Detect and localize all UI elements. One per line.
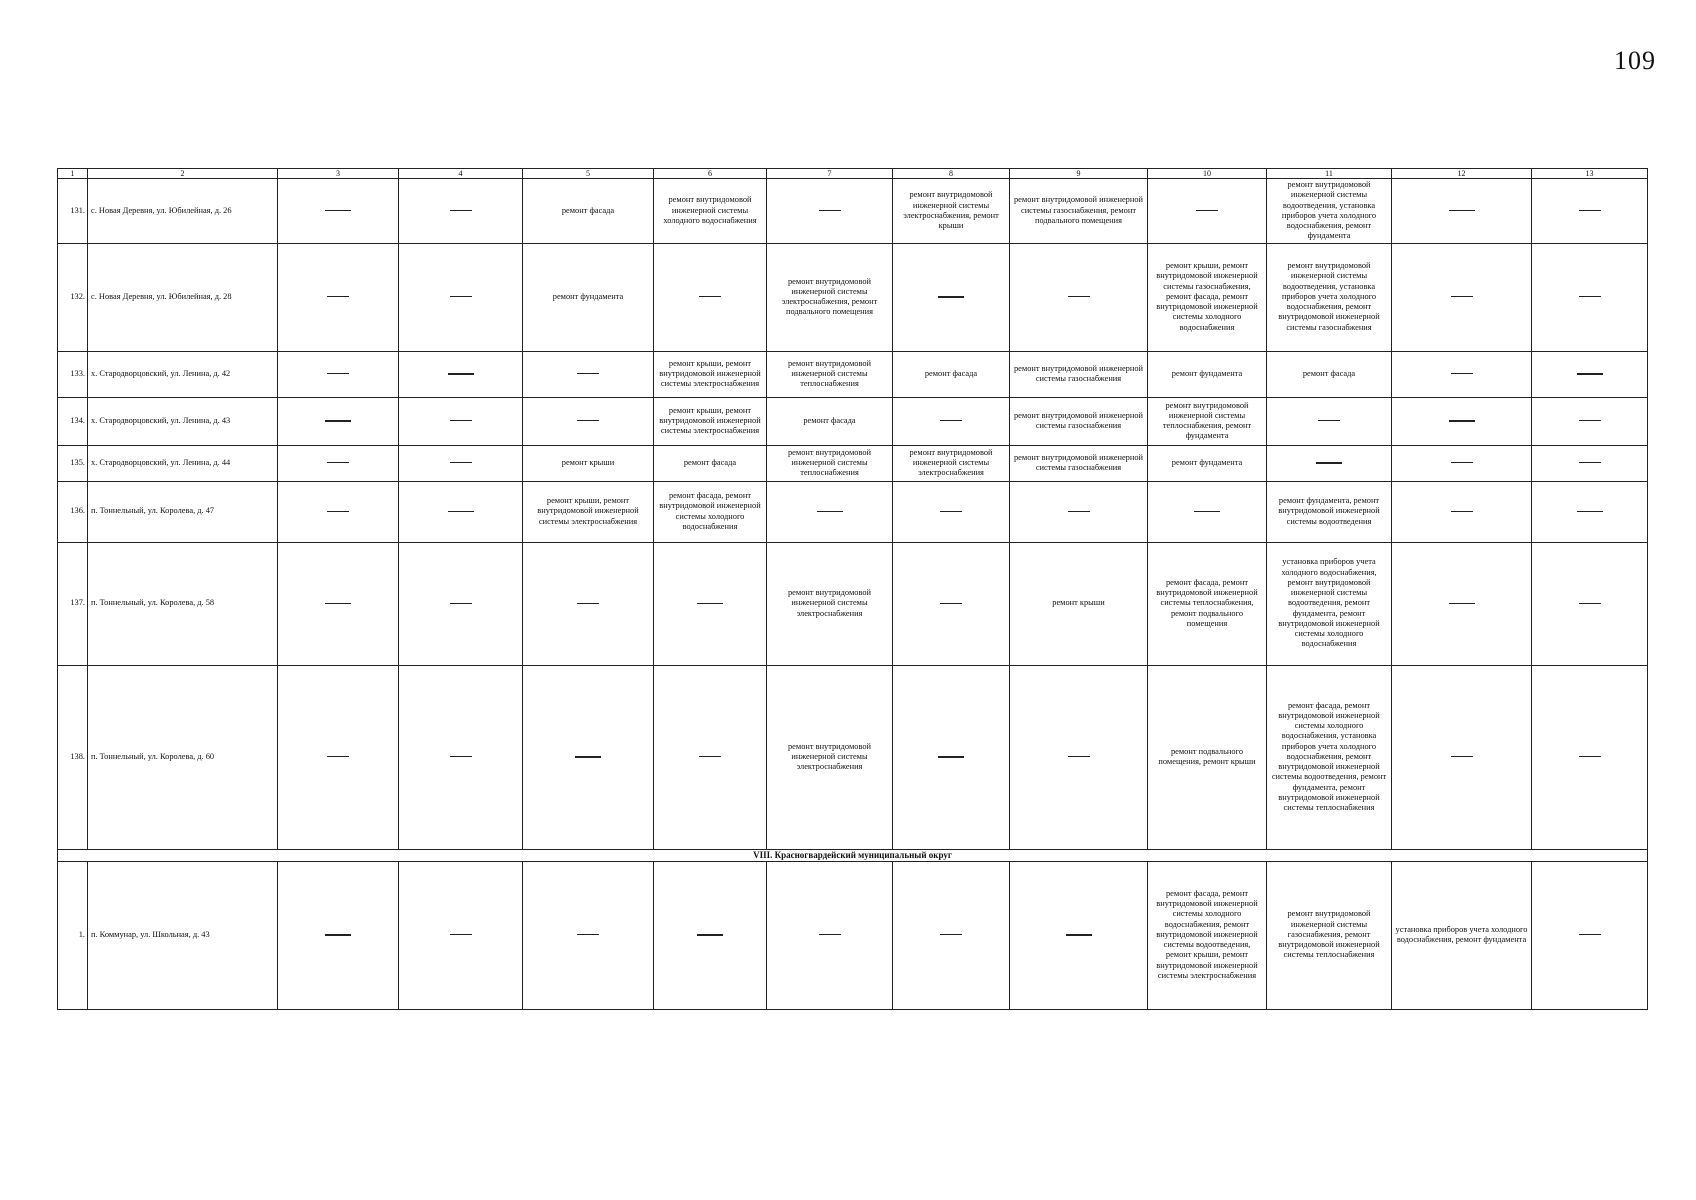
dash-mark	[1579, 462, 1601, 463]
work-cell: ремонт крыши	[523, 445, 654, 481]
dash-mark	[699, 296, 721, 297]
empty-cell	[278, 351, 399, 397]
table-row	[58, 665, 1648, 849]
column-number-row	[58, 169, 1648, 179]
dash-mark	[940, 603, 962, 604]
dash-mark	[1196, 210, 1218, 211]
dash-mark	[1451, 511, 1473, 512]
dash-mark	[325, 934, 351, 936]
empty-cell	[654, 665, 767, 849]
dash-mark	[940, 511, 962, 512]
dash-mark	[819, 210, 841, 211]
work-cell: ремонт внутридомовой инженерной системы газоснабжения, ремонт подвального помещения	[1010, 179, 1148, 244]
dash-mark	[325, 603, 351, 605]
empty-cell	[1392, 665, 1532, 849]
work-cell: ремонт фундамента	[523, 243, 654, 351]
empty-cell	[1532, 397, 1648, 445]
empty-cell	[1148, 179, 1267, 244]
work-cell: ремонт внутридомовой инженерной системы электроснабжения, ремонт крыши	[893, 179, 1010, 244]
dash-mark	[697, 603, 723, 605]
empty-cell	[1392, 351, 1532, 397]
work-cell: ремонт внутридомовой инженерной системы водоотведения, установка приборов учета холодного водоснабжения, ремонт внутридомовой инженерной системы газоснабжения	[1267, 243, 1392, 351]
work-cell: ремонт внутридомовой инженерной системы теплоснабжения	[767, 445, 893, 481]
empty-cell	[1392, 397, 1532, 445]
dash-mark	[577, 373, 599, 374]
dash-mark	[1579, 756, 1601, 757]
work-cell: ремонт крыши, ремонт внутридомовой инженерной системы электроснабжения	[654, 351, 767, 397]
dash-mark	[940, 934, 962, 935]
dash-mark	[1451, 462, 1473, 463]
section-header-row	[58, 849, 1648, 861]
dash-mark	[1579, 934, 1601, 935]
column-number: 3	[278, 169, 399, 179]
column-number: 9	[1010, 169, 1148, 179]
address-cell: х. Стародворцовский, ул. Ленина, д. 42	[88, 351, 278, 397]
empty-cell	[278, 445, 399, 481]
empty-cell	[399, 243, 523, 351]
empty-cell	[399, 861, 523, 1009]
empty-cell	[1010, 243, 1148, 351]
empty-cell	[1532, 351, 1648, 397]
address-cell: п. Тоннельный, ул. Королева, д. 47	[88, 481, 278, 542]
dash-mark	[938, 756, 964, 758]
column-number: 11	[1267, 169, 1392, 179]
row-number: 134.	[58, 397, 88, 445]
dash-mark	[697, 934, 723, 936]
work-cell: ремонт крыши, ремонт внутридомовой инженерной системы газоснабжения, ремонт фасада, ремонт внутридомовой инженерной системы холодного водоснабжения	[1148, 243, 1267, 351]
dash-mark	[450, 934, 472, 935]
work-cell: установка приборов учета холодного водоснабжения, ремонт внутридомовой инженерной системы водоотведения, ремонт фундамента, ремонт внутридомовой инженерной системы холодного водоснабжения	[1267, 542, 1392, 665]
table-row	[58, 861, 1648, 1009]
empty-cell	[893, 243, 1010, 351]
address-cell: п. Коммунар, ул. Школьная, д. 43	[88, 861, 278, 1009]
empty-cell	[399, 542, 523, 665]
dash-mark	[1579, 210, 1601, 211]
dash-mark	[699, 756, 721, 757]
empty-cell	[893, 481, 1010, 542]
dash-mark	[1577, 511, 1603, 513]
dash-mark	[1318, 420, 1340, 421]
dash-mark	[325, 420, 351, 422]
empty-cell	[278, 542, 399, 665]
section-title: VIII. Красногвардейский муниципальный округ	[58, 849, 1648, 861]
work-cell: ремонт внутридомовой инженерной системы газоснабжения, ремонт внутридомовой инженерной системы теплоснабжения	[1267, 861, 1392, 1009]
empty-cell	[399, 351, 523, 397]
address-cell: с. Новая Деревня, ул. Юбилейная, д. 28	[88, 243, 278, 351]
dash-mark	[938, 296, 964, 298]
empty-cell	[1010, 481, 1148, 542]
row-number: 133.	[58, 351, 88, 397]
table-row	[58, 481, 1648, 542]
work-cell: ремонт фасада	[523, 179, 654, 244]
dash-mark	[1068, 296, 1090, 297]
dash-mark	[817, 511, 843, 513]
work-cell: установка приборов учета холодного водоснабжения, ремонт фундамента	[1392, 861, 1532, 1009]
dash-mark	[450, 462, 472, 463]
empty-cell	[1148, 481, 1267, 542]
empty-cell	[278, 179, 399, 244]
empty-cell	[1392, 445, 1532, 481]
row-number: 131.	[58, 179, 88, 244]
empty-cell	[1267, 397, 1392, 445]
work-cell: ремонт внутридомовой инженерной системы водоотведения, установка приборов учета холодного водоснабжения, ремонт фундамента	[1267, 179, 1392, 244]
dash-mark	[1449, 420, 1475, 422]
work-cell: ремонт фасада, ремонт внутридомовой инженерной системы холодного водоснабжения, установка приборов учета холодного водоснабжения, ремонт внутридомовой инженерной системы водоотведения, ремонт фундамента, ремонт внутридомовой инженерной системы теплоснабжения	[1267, 665, 1392, 849]
empty-cell	[399, 397, 523, 445]
empty-cell	[1532, 243, 1648, 351]
empty-cell	[1010, 861, 1148, 1009]
work-cell: ремонт внутридомовой инженерной системы газоснабжения	[1010, 397, 1148, 445]
empty-cell	[523, 542, 654, 665]
empty-cell	[1010, 665, 1148, 849]
empty-cell	[523, 665, 654, 849]
dash-mark	[327, 462, 349, 463]
dash-mark	[577, 603, 599, 604]
empty-cell	[399, 481, 523, 542]
work-cell: ремонт внутридомовой инженерной системы газоснабжения	[1010, 351, 1148, 397]
table-row	[58, 445, 1648, 481]
empty-cell	[399, 179, 523, 244]
column-number: 13	[1532, 169, 1648, 179]
column-number: 2	[88, 169, 278, 179]
row-number: 135.	[58, 445, 88, 481]
dash-mark	[1579, 420, 1601, 421]
empty-cell	[654, 542, 767, 665]
dash-mark	[575, 756, 601, 758]
empty-cell	[1392, 243, 1532, 351]
dash-mark	[1068, 756, 1090, 757]
work-cell: ремонт внутридомовой инженерной системы холодного водоснабжения	[654, 179, 767, 244]
work-cell: ремонт внутридомовой инженерной системы теплоснабжения, ремонт фундамента	[1148, 397, 1267, 445]
dash-mark	[450, 420, 472, 421]
empty-cell	[893, 861, 1010, 1009]
empty-cell	[1532, 179, 1648, 244]
dash-mark	[327, 756, 349, 757]
page-number: 109	[1614, 46, 1656, 75]
empty-cell	[654, 861, 767, 1009]
work-cell: ремонт фундамента, ремонт внутридомовой инженерной системы водоотведения	[1267, 481, 1392, 542]
work-cell: ремонт фундамента	[1148, 351, 1267, 397]
work-cell: ремонт фасада	[1267, 351, 1392, 397]
dash-mark	[450, 210, 472, 211]
empty-cell	[893, 397, 1010, 445]
column-number: 10	[1148, 169, 1267, 179]
empty-cell	[523, 351, 654, 397]
empty-cell	[278, 243, 399, 351]
dash-mark	[448, 511, 474, 513]
column-number: 5	[523, 169, 654, 179]
work-cell: ремонт внутридомовой инженерной системы электроснабжения	[767, 542, 893, 665]
dash-mark	[327, 511, 349, 512]
column-number: 1	[58, 169, 88, 179]
column-number: 4	[399, 169, 523, 179]
empty-cell	[278, 397, 399, 445]
empty-cell	[893, 542, 1010, 665]
address-cell: х. Стародворцовский, ул. Ленина, д. 43	[88, 397, 278, 445]
dash-mark	[577, 934, 599, 935]
work-cell: ремонт фасада	[767, 397, 893, 445]
dash-mark	[1068, 511, 1090, 512]
dash-mark	[325, 210, 351, 212]
data-grid	[57, 168, 1648, 1010]
dash-mark	[577, 420, 599, 421]
dash-mark	[450, 756, 472, 757]
work-cell: ремонт подвального помещения, ремонт крыши	[1148, 665, 1267, 849]
address-cell: с. Новая Деревня, ул. Юбилейная, д. 26	[88, 179, 278, 244]
column-number: 8	[893, 169, 1010, 179]
empty-cell	[1532, 445, 1648, 481]
empty-cell	[1532, 481, 1648, 542]
column-number: 7	[767, 169, 893, 179]
empty-cell	[399, 665, 523, 849]
dash-mark	[1449, 210, 1475, 212]
column-number: 6	[654, 169, 767, 179]
work-cell: ремонт внутридомовой инженерной системы электроснабжения	[893, 445, 1010, 481]
work-cell: ремонт фасада	[654, 445, 767, 481]
empty-cell	[1267, 445, 1392, 481]
table-row	[58, 351, 1648, 397]
work-cell: ремонт внутридомовой инженерной системы теплоснабжения	[767, 351, 893, 397]
work-cell: ремонт внутридомовой инженерной системы электроснабжения, ремонт подвального помещения	[767, 243, 893, 351]
empty-cell	[767, 481, 893, 542]
address-cell: п. Тоннельный, ул. Королева, д. 60	[88, 665, 278, 849]
work-cell: ремонт крыши	[1010, 542, 1148, 665]
dash-mark	[819, 934, 841, 935]
dash-mark	[1451, 373, 1473, 374]
dash-mark	[327, 373, 349, 374]
dash-mark	[450, 296, 472, 297]
dash-mark	[1579, 296, 1601, 297]
work-cell: ремонт крыши, ремонт внутридомовой инженерной системы электроснабжения	[523, 481, 654, 542]
empty-cell	[1532, 861, 1648, 1009]
empty-cell	[399, 445, 523, 481]
empty-cell	[1532, 665, 1648, 849]
empty-cell	[1392, 481, 1532, 542]
work-cell: ремонт фасада, ремонт внутридомовой инженерной системы холодного водоснабжения, ремонт внутридомовой инженерной системы водоотведения, ремонт крыши, ремонт внутридомовой инженерной системы электроснабжения	[1148, 861, 1267, 1009]
address-cell: п. Тоннельный, ул. Королева, д. 58	[88, 542, 278, 665]
dash-mark	[940, 420, 962, 421]
empty-cell	[278, 665, 399, 849]
empty-cell	[1532, 542, 1648, 665]
empty-cell	[1392, 179, 1532, 244]
empty-cell	[893, 665, 1010, 849]
empty-cell	[767, 179, 893, 244]
empty-cell	[523, 397, 654, 445]
column-number: 12	[1392, 169, 1532, 179]
table-row	[58, 243, 1648, 351]
dash-mark	[1577, 373, 1603, 375]
address-cell: х. Стародворцовский, ул. Ленина, д. 44	[88, 445, 278, 481]
dash-mark	[1451, 296, 1473, 297]
dash-mark	[450, 603, 472, 604]
work-cell: ремонт фасада	[893, 351, 1010, 397]
row-number: 136.	[58, 481, 88, 542]
dash-mark	[1316, 462, 1342, 464]
empty-cell	[654, 243, 767, 351]
row-number: 132.	[58, 243, 88, 351]
empty-cell	[767, 861, 893, 1009]
table-row	[58, 542, 1648, 665]
table-row	[58, 397, 1648, 445]
work-cell: ремонт фасада, ремонт внутридомовой инженерной системы холодного водоснабжения	[654, 481, 767, 542]
dash-mark	[1451, 756, 1473, 757]
work-cell: ремонт внутридомовой инженерной системы газоснабжения	[1010, 445, 1148, 481]
dash-mark	[1449, 603, 1475, 605]
dash-mark	[1194, 511, 1220, 513]
dash-mark	[1066, 934, 1092, 936]
dash-mark	[327, 296, 349, 297]
row-number: 1.	[58, 861, 88, 1009]
work-cell: ремонт крыши, ремонт внутридомовой инженерной системы электроснабжения	[654, 397, 767, 445]
empty-cell	[278, 861, 399, 1009]
empty-cell	[1392, 542, 1532, 665]
table-row	[58, 179, 1648, 244]
empty-cell	[523, 861, 654, 1009]
work-cell: ремонт внутридомовой инженерной системы электроснабжения	[767, 665, 893, 849]
dash-mark	[1579, 603, 1601, 604]
empty-cell	[278, 481, 399, 542]
work-cell: ремонт фундамента	[1148, 445, 1267, 481]
repair-schedule-table	[57, 168, 1647, 1010]
row-number: 137.	[58, 542, 88, 665]
dash-mark	[448, 373, 474, 375]
work-cell: ремонт фасада, ремонт внутридомовой инженерной системы теплоснабжения, ремонт подвального помещения	[1148, 542, 1267, 665]
row-number: 138.	[58, 665, 88, 849]
